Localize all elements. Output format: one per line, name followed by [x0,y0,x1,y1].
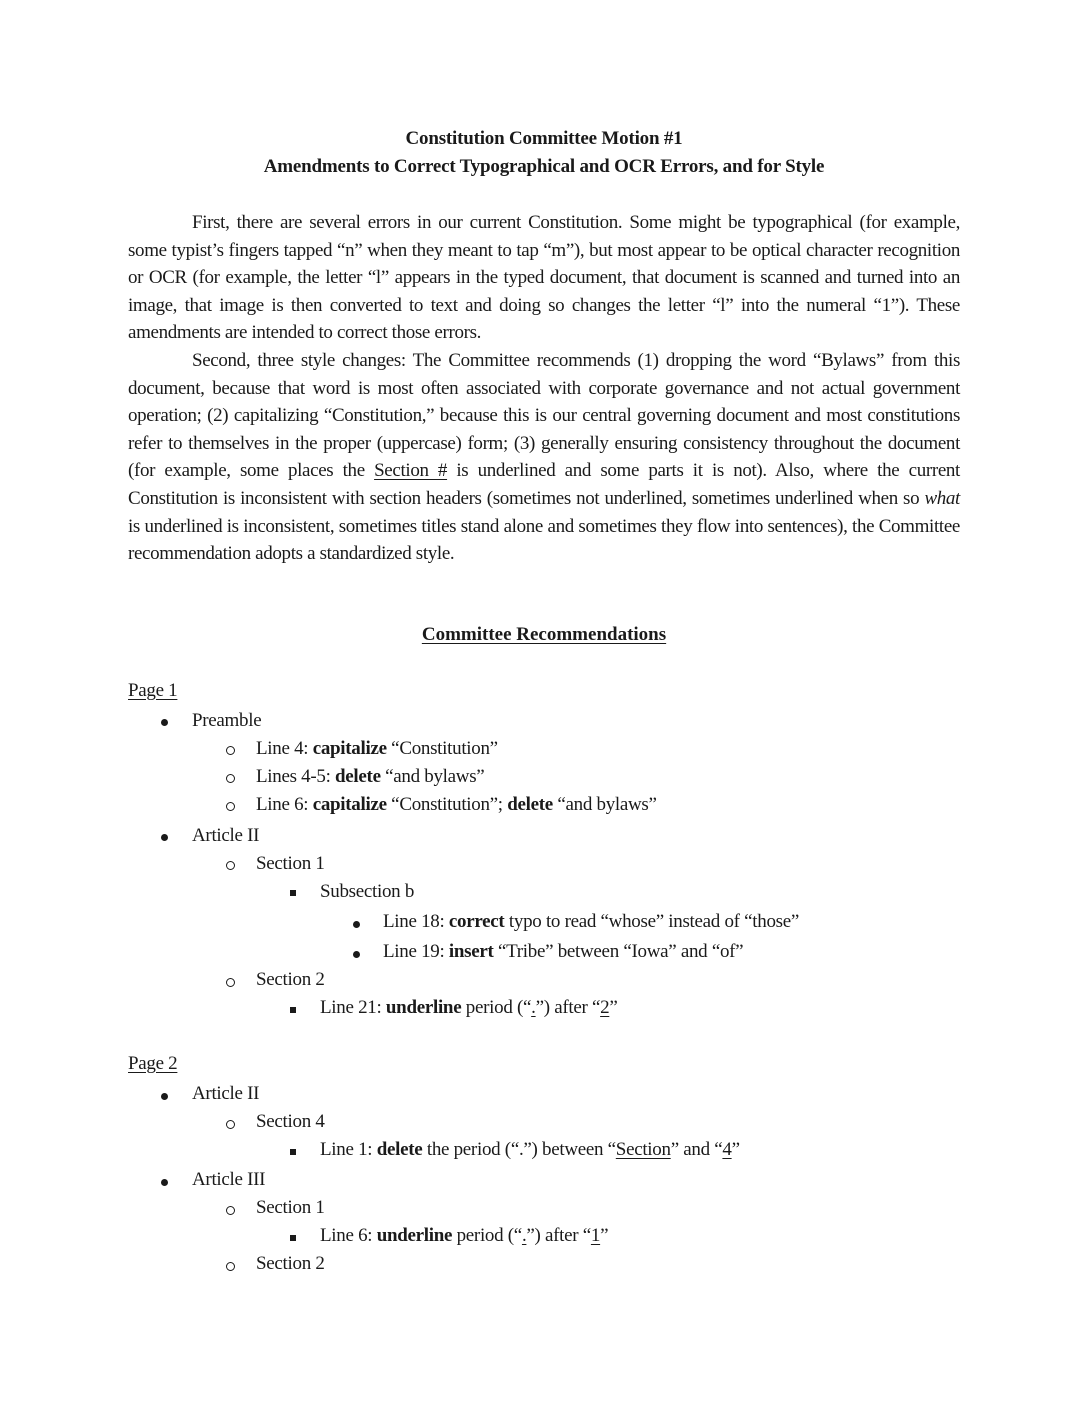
italic-what: what [924,487,960,509]
section-1-item: Section 1 [256,853,325,874]
section-number-underlined: Section # [374,460,448,482]
intro-paragraph-1-text: First, there are several errors in our current Constitution. Some might be typographical (for example, some typist’s fingers tapped “n” when they meant to tap “m”), but most appear to be optical character recognition or OCR (for example, the letter “l” appears in the typed document, that document is scanned and turned into an image, that image is then converted to text and doing so changes the letter “l” into the numeral “1”). These amendments are intended to correct those errors. [128,212,960,344]
subsection-b-item: Subsection b [320,881,415,902]
intro-paragraph-2 [128,347,960,568]
document-subtitle: Amendments to Correct Typographical and OCR Errors, and for Style [263,156,825,177]
p2-text-3: is underlined is inconsistent, sometimes titles stand alone and sometimes they flow into sentences), the Committee recommendation adopts a standardized style. [128,515,960,565]
section-4-item: Section 4 [256,1111,325,1132]
line-1-item: Line 1: delete the period (“.”) between “Section” and “4” [320,1139,740,1160]
preamble-line-6: Line 6: capitalize “Constitution”; delete “and bylaws” [256,794,657,815]
p2-text-2: is underlined and some parts it is not). Also, where the current Constitution is inconsistent with section headers (sometimes not underlined, sometimes underlined when so [128,460,960,509]
preamble-line-4: Line 4: capitalize “Constitution” [256,738,498,759]
section-2-item: Section 2 [256,969,325,990]
section-1-item-page2: Section 1 [256,1197,325,1218]
page-1-heading: Page 1 [128,680,178,701]
p2-text-1: Second, three style changes: The Committee recommends (1) dropping the word “Bylaws” from this document, because that word is most often associated with corporate governance and not actual government operation; (2) capitalizing “Constitution,” because this is our central governing document and most constitutions refer to themselves in the proper (uppercase) form; (3) generally ensuring consistency throughout the document (for example, some places the [128,350,960,482]
section-2-item-page2: Section 2 [256,1253,325,1274]
page-2-heading: Page 2 [128,1053,178,1074]
article-ii-item-page2: Article II [192,1083,260,1104]
line-19-item: Line 19: insert “Tribe” between “Iowa” and “of” [383,941,744,962]
article-ii-item: Article II [192,825,260,846]
recommendations-heading: Committee Recommendations [421,624,667,645]
line-6-item: Line 6: underline period (“.”) after “1” [320,1225,609,1246]
article-iii-item: Article III [192,1169,266,1190]
line-21-item: Line 21: underline period (“.”) after “2” [320,997,618,1018]
preamble-item: Preamble [192,710,262,731]
line-18-item: Line 18: correct typo to read “whose” instead of “those” [383,911,800,932]
intro-paragraph-1 [128,209,960,347]
document-title: Constitution Committee Motion #1 [405,128,683,149]
preamble-lines-4-5: Lines 4-5: delete “and bylaws” [256,766,485,787]
